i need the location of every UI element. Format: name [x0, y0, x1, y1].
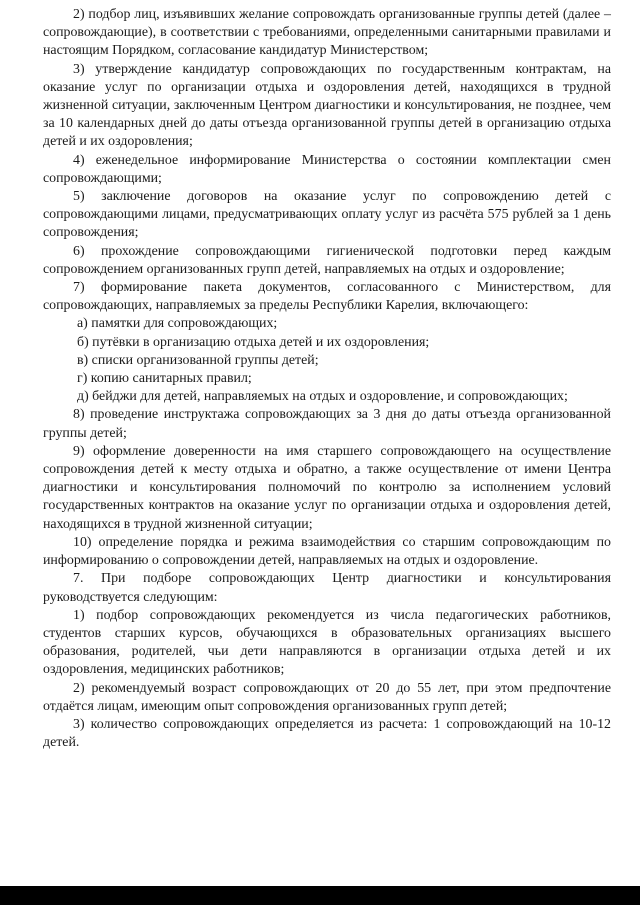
list-subitem: г) копию санитарных правил; — [77, 371, 252, 387]
paragraph: 3) количество сопровождающих определяется из расчета: 1 сопровождающий на 10-12 детей. — [43, 716, 611, 751]
paragraph: 3) утверждение кандидатур сопровождающих по государственным контрактам, на оказание услуг по организации отдыха и оздоровления детей, находящихся в трудной жизненной ситуации, заключенным Центром диагностики и консультирования, не позднее, чем за 10 календарных дней до даты отъезда организованной группы детей в организацию отдыха детей и их оздоровления; — [43, 61, 611, 150]
paragraph: 7) формирование пакета документов, согласованного с Министерством, для сопровождающих, направляемых за пределы Республики Карелия, включающего: — [43, 280, 611, 314]
paragraph: 10) определение порядка и режима взаимодействия со старшим сопровождающим по информированию о сопровождении детей, направляемых на отдых и оздоровление. — [43, 534, 611, 569]
paragraph: 2) подбор лиц, изъявивших желание сопровождать организованные группы детей (далее – сопровождающие), в соответствии с требованиями, определенными санитарными правилами и настоящим Порядком, согласование кандидатур Министерством; — [43, 7, 611, 59]
paragraph: 4) еженедельное информирование Министерства о состоянии комплектации смен сопровождающими; — [43, 152, 611, 186]
paragraph: 6) прохождение сопровождающими гигиенической подготовки перед каждым сопровождением организованных групп детей, направляемых на отдых и оздоровление; — [43, 243, 611, 277]
paragraph: 2) рекомендуемый возраст сопровождающих от 20 до 55 лет, при этом предпочтение отдаётся лицам, имеющим опыт сопровождения организованных групп детей; — [43, 680, 611, 714]
list-subitem: а) памятки для сопровождающих; — [77, 316, 278, 332]
paragraph: 8) проведение инструктажа сопровождающих за 3 дня до даты отъезда организованной группы детей; — [43, 407, 611, 441]
document-body — [43, 6, 611, 752]
paragraph: 7. При подборе сопровождающих Центр диагностики и консультирования руководствуется следующим: — [43, 571, 611, 605]
scan-bottom-border — [0, 886, 640, 905]
list-subitem: в) списки организованной группы детей; — [77, 352, 319, 368]
paragraph: 9) оформление доверенности на имя старшего сопровождающего на осуществление сопровождения детей к месту отдыха и обратно, а также осуществление от имени Центра диагностики и консультирования полномочий по контролю за исполнением условий государственных контрактов на оказание услуг по организации отдыха и оздоровления детей, находящихся в трудной жизненной ситуации; — [43, 443, 611, 532]
paragraph: 1) подбор сопровождающих рекомендуется из числа педагогических работников, студентов старших курсов, обучающихся в образовательных организациях высшего образования, родителей, чьи дети направляются в организации отдыха детей и их оздоровления, медицинских работников; — [43, 607, 611, 678]
list-subitem: д) бейджи для детей, направляемых на отдых и оздоровление, и сопровождающих; — [77, 389, 568, 405]
paragraph: 5) заключение договоров на оказание услуг по сопровождению детей с сопровождающими лицами, предусматривающих оплату услуг из расчёта 575 рублей за 1 день сопровождения; — [43, 189, 611, 241]
list-subitem: б) путёвки в организацию отдыха детей и их оздоровления; — [77, 334, 430, 350]
